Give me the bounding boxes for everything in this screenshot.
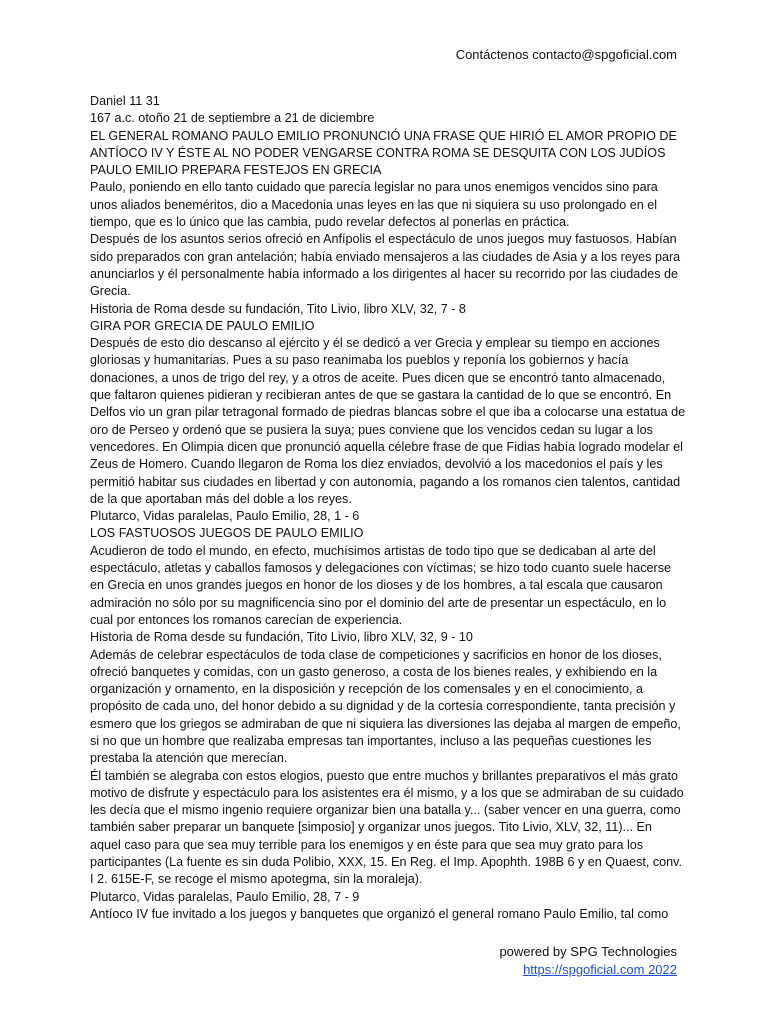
paragraph: Antíoco IV fue invitado a los juegos y banquetes que organizó el general romano Paulo Emilio, tal como: [90, 906, 669, 921]
paragraph: Después de los asuntos serios ofreció en Anfípolis el espectáculo de unos juegos muy fastuosos. Habían sido preparados con gran antelación; había enviado mensajeros a las ciudades de Asia y a los reyes para anunciarlos y él personalmente había informado a los dirigentes al hacer su recorrido por las ciudades de Grecia.: [90, 232, 681, 299]
paragraph: Después de esto dio descanso al ejército y él se dedicó a ver Grecia y emplear su tiempo en acciones gloriosas y humanitarias. Pues a su paso reanimaba los pueblos y reponía los gobiernos y hacía donaciones, a unos de trigo del rey, y a otros de aceite. Pues dicen que se encontró tanto almacenado, que faltaron quienes pidieran y recibieran antes de que se gastara la cantidad de lo que se encontró. En Delfos vio un gran pilar tetragonal formado de piedras blancas sobre el que iba a colocarse una estatua de oro de Perseo y ordenó que se pusiera la suya; pues conviene que los vencidos cedan su lugar a los vencedores. En Olimpia dicen que pronunció aquella célebre frase de que Fidias había logrado modelar el Zeus de Homero. Cuando llegaron de Roma los diez enviados, devolvió a los macedonios el país y les permitió habitar sus ciudades en libertad y con autonomía, pagando a los romanos cien talentos, cantidad de la que aportaban más del doble a los reyes.: [90, 336, 686, 506]
citation: Historia de Roma desde su fundación, Tito Livio, libro XLV, 32, 7 - 8: [90, 301, 466, 316]
citation: Plutarco, Vidas paralelas, Paulo Emilio, 28, 7 - 9: [90, 889, 360, 904]
contact-text: Contáctenos contacto@spgoficial.com: [455, 47, 677, 62]
citation: Historia de Roma desde su fundación, Tito Livio, libro XLV, 32, 9 - 10: [90, 630, 473, 645]
powered-by-text: powered by SPG Technologies: [499, 944, 677, 959]
section-heading: GIRA POR GRECIA DE PAULO EMILIO: [90, 318, 315, 333]
website-link[interactable]: https://spgoficial.com 2022: [523, 962, 677, 977]
section-heading: PAULO EMILIO PREPARA FESTEJOS EN GRECIA: [90, 163, 382, 178]
reference-line: Daniel 11 31: [90, 94, 160, 108]
document-body: [90, 93, 686, 923]
page-header: [456, 46, 677, 64]
section-heading: LOS FASTUOSOS JUEGOS DE PAULO EMILIO: [90, 526, 364, 541]
paragraph: Acudieron de todo el mundo, en efecto, muchísimos artistas de todo tipo que se dedicaban al arte del espectáculo, atletas y caballos famosos y delegaciones con víctimas; se hizo todo cuanto suele hacerse en Grecia en unos grandes juegos en honor de los dioses y de los hombres, a tal escala que causaron admiración no sólo por su magnificencia sino por el dominio del arte de presentar un espectáculo, en lo cual por entonces los romanos carecían de experiencia.: [90, 543, 672, 627]
citation: Plutarco, Vidas paralelas, Paulo Emilio, 28, 1 - 6: [90, 509, 360, 524]
date-line: 167 a.c. otoño 21 de septiembre a 21 de diciembre: [90, 111, 375, 126]
paragraph: Él también se alegraba con estos elogios, puesto que entre muchos y brillantes preparativos el más grato motivo de disfrute y espectáculo para los asistentes era él mismo, y a los que se admiraban de su cuidado les decía que el mismo ingenio requiere organizar bien una batalla y... (saber vencer en una guerra, como también saber preparar un banquete [simposio] y organizar unos juegos. Tito Livio, XLV, 32, 11)... En aquel caso para que sea muy terrible para los enemigos y en éste para que sea muy grato para los participantes (La fuente es sin duda Polibio, XXX, 15. En Reg. el Imp. Apophth. 198B 6 y en Quaest, conv. I 2. 615E-F, se recoge el mismo apotegma, sin la moraleja).: [90, 768, 684, 887]
paragraph: Paulo, poniendo en ello tanto cuidado que parecía legislar no para unos enemigos vencidos sino para unos aliados beneméritos, dio a Macedonia unas leyes en las que ni siquiera su uso prolongado en el tiempo, que es lo único que las cambia, pudo revelar defectos al ponerlas en práctica.: [90, 180, 658, 230]
paragraph: Además de celebrar espectáculos de toda clase de competiciones y sacrificios en honor de los dioses, ofreció banquetes y comidas, con un gasto generoso, a costa de los bienes reales, y exhibiendo en la organización y ornamento, en la disposición y recepción de los comensales y en el conocimiento, a propósito de cada uno, del honor debido a su dignidad y de la cortesía correspondiente, tanta precisión y esmero que los griegos se admiraban de que ni siquiera las diversiones las dejaba al margen de empeño, si no que un hombre que realizaba empresas tan importantes, incluso a las pequeñas cuestiones les prestaba la atención que merecían.: [90, 647, 681, 766]
page-footer: [499, 943, 677, 979]
document-heading: EL GENERAL ROMANO PAULO EMILIO PRONUNCIÓ UNA FRASE QUE HIRIÓ EL AMOR PROPIO DE ANTÍOCO IV Y ÉSTE AL NO PODER VENGARSE CONTRA ROMA SE DESQUITA CON LOS JUDÍOS: [90, 128, 677, 160]
